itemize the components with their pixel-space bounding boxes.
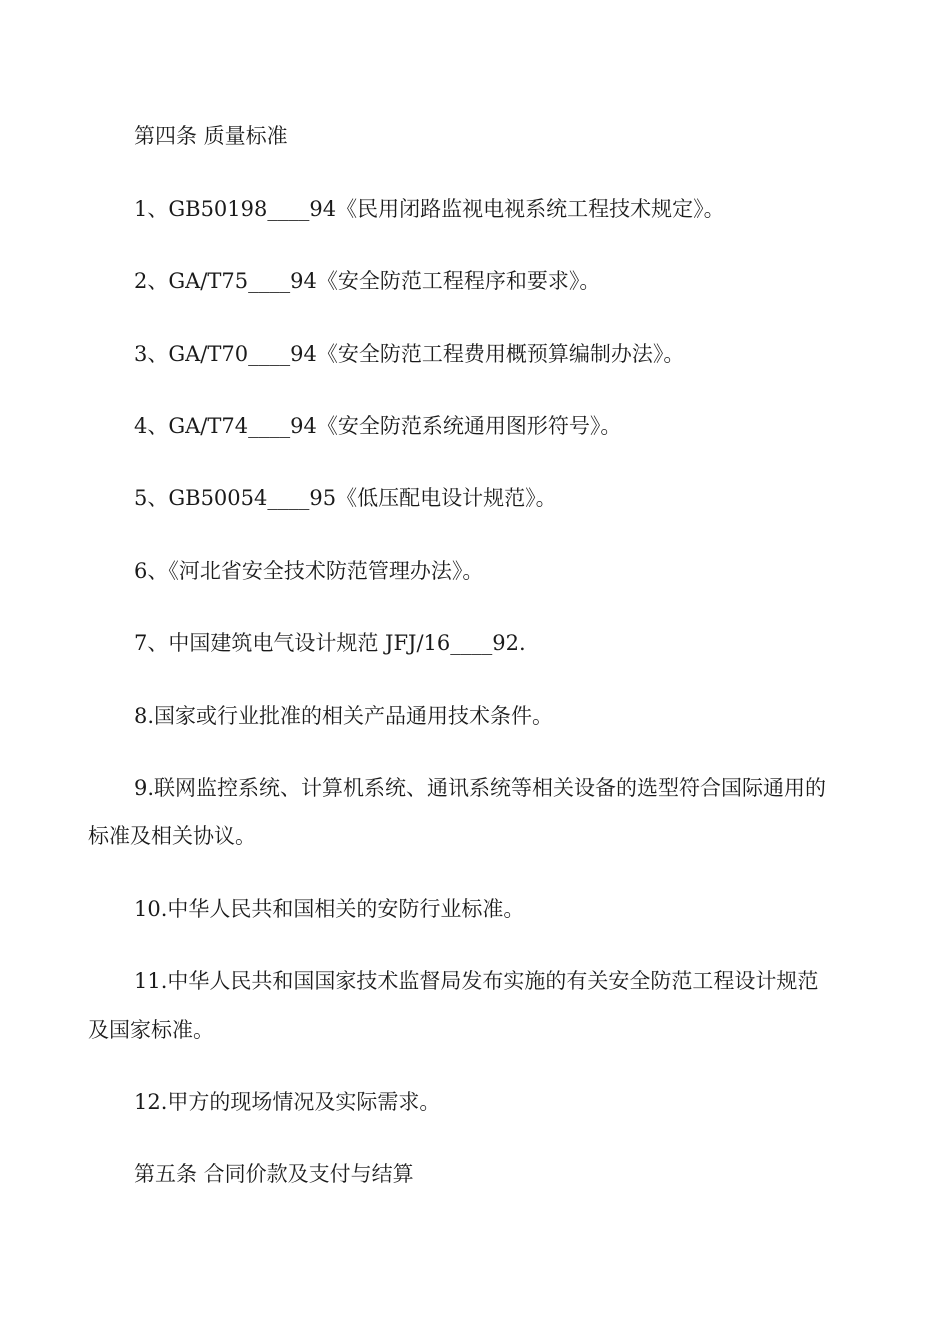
standard-item-9-line-1: 9.联网监控系统、计算机系统、通讯系统等相关设备的选型符合国际通用的 <box>134 776 827 800</box>
section-4-heading: 第四条 质量标准 <box>134 124 288 148</box>
standard-item-10: 10.中华人民共和国相关的安防行业标准。 <box>134 897 525 921</box>
standard-item-12: 12.甲方的现场情况及实际需求。 <box>134 1090 441 1114</box>
standard-item-3: 3、GA/T70____94《安全防范工程费用概预算编制办法》。 <box>134 342 685 366</box>
standard-item-8: 8.国家或行业批准的相关产品通用技术条件。 <box>134 704 554 728</box>
section-5-heading: 第五条 合同价款及支付与结算 <box>134 1162 414 1186</box>
standard-item-1: 1、GB50198____94《民用闭路监视电视系统工程技术规定》。 <box>134 197 725 221</box>
standard-item-11-line-2: 及国家标准。 <box>88 1018 214 1042</box>
standard-item-6: 6、《河北省安全技术防范管理办法》。 <box>134 559 484 583</box>
standard-item-2: 2、GA/T75____94《安全防范工程程序和要求》。 <box>134 269 601 293</box>
standard-item-5: 5、GB50054____95《低压配电设计规范》。 <box>134 486 557 510</box>
standard-item-7: 7、中国建筑电气设计规范 JFJ/16____92. <box>134 631 526 655</box>
standard-item-9-line-2: 标准及相关协议。 <box>88 824 256 848</box>
standard-item-11-line-1: 11.中华人民共和国国家技术监督局发布实施的有关安全防范工程设计规范 <box>134 969 819 993</box>
standard-item-4: 4、GA/T74____94《安全防范系统通用图形符号》。 <box>134 414 622 438</box>
